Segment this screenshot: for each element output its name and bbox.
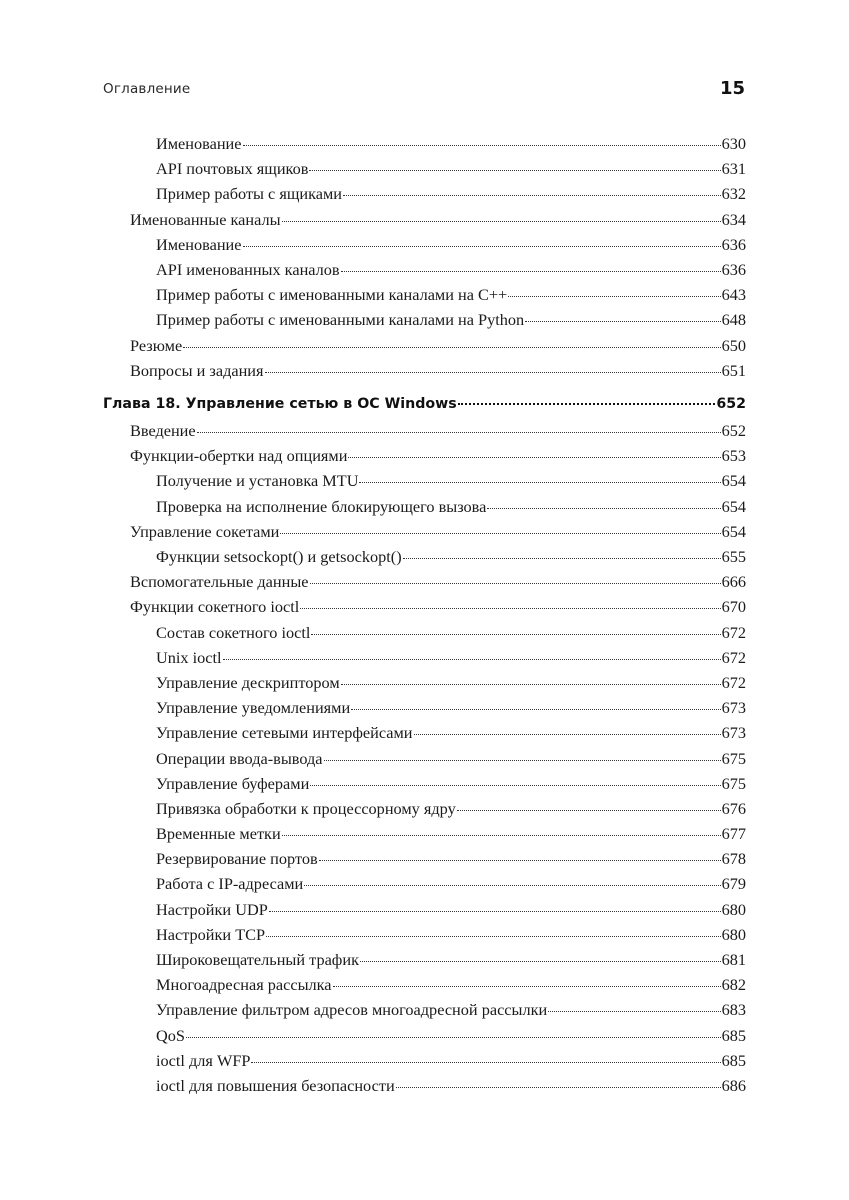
toc-entry xyxy=(103,134,746,159)
toc-entry xyxy=(103,547,746,572)
toc-entry-page: 673 xyxy=(721,723,746,743)
toc-entry-title: Резюме xyxy=(130,335,183,355)
toc-entry-title: Управление фильтром адресов многоадресной рассылки xyxy=(156,1000,548,1020)
toc-entry-page: 654 xyxy=(721,521,746,541)
dot-leader xyxy=(341,684,721,685)
toc-entry-title: Управление уведомлениями xyxy=(156,698,351,718)
dot-leader xyxy=(243,145,721,146)
toc-entry xyxy=(103,285,746,310)
toc-entry-page: 670 xyxy=(721,597,746,617)
toc-entry-page: 672 xyxy=(721,647,746,667)
toc-entry-title: QoS xyxy=(156,1025,185,1045)
toc-entry xyxy=(103,361,746,386)
toc-entry-title: Именование xyxy=(156,134,242,153)
toc-entry xyxy=(103,471,746,496)
toc-entry xyxy=(103,698,746,723)
toc-entry-title: Управление дескриптором xyxy=(156,672,340,692)
toc-entry-page: 631 xyxy=(721,159,746,179)
dot-leader xyxy=(319,860,721,861)
dot-leader xyxy=(360,961,721,962)
dot-leader xyxy=(508,296,720,297)
dot-leader xyxy=(457,810,721,811)
toc-entry-title: Функции-обертки над опциями xyxy=(130,446,348,466)
toc-entry-title: Резервирование портов xyxy=(156,849,318,869)
dot-leader xyxy=(525,321,720,322)
toc-entry-page: 653 xyxy=(721,446,746,466)
toc-entry-page: 680 xyxy=(721,899,746,919)
toc-entry-page: 672 xyxy=(721,622,746,642)
toc-entry-page: 685 xyxy=(721,1025,746,1045)
toc-chapter-entry xyxy=(103,396,746,421)
toc-entry-page: 677 xyxy=(721,824,746,844)
dot-leader xyxy=(309,170,720,171)
toc-entry xyxy=(103,522,746,547)
toc-entry xyxy=(103,623,746,648)
toc-entry-title: ioctl для WFP xyxy=(156,1050,251,1070)
dot-leader xyxy=(403,558,721,559)
toc-entry-title: Управление сокетами xyxy=(130,521,280,541)
toc-entry-title: Проверка на исполнение блокирующего вызова xyxy=(156,496,487,516)
toc-entry xyxy=(103,235,746,260)
dot-leader xyxy=(351,709,720,710)
dot-leader xyxy=(333,986,721,987)
dot-leader xyxy=(359,482,720,483)
dot-leader xyxy=(186,1037,721,1038)
dot-leader xyxy=(311,634,720,635)
toc-entry-page: 686 xyxy=(721,1075,746,1095)
dot-leader xyxy=(487,508,720,509)
toc-entry xyxy=(103,260,746,285)
toc-entry xyxy=(103,749,746,774)
toc-entry-title: Именование xyxy=(156,234,242,254)
toc-entry xyxy=(103,648,746,673)
toc-entry xyxy=(103,874,746,899)
dot-leader xyxy=(282,835,721,836)
toc-entry xyxy=(103,446,746,471)
dot-leader xyxy=(197,432,721,433)
toc-entry-page: 680 xyxy=(721,924,746,944)
toc-entry xyxy=(103,723,746,748)
toc-entry xyxy=(103,975,746,1000)
dot-leader xyxy=(548,1011,720,1012)
toc-entry xyxy=(103,900,746,925)
toc-entry-title: API именованных каналов xyxy=(156,259,340,279)
toc-entry-title: Вспомогательные данные xyxy=(130,572,309,592)
dot-leader xyxy=(282,221,721,222)
dot-leader xyxy=(310,583,721,584)
running-title: Оглавление xyxy=(103,81,191,97)
dot-leader xyxy=(341,271,721,272)
toc-entry-title: Работа с IP-адресами xyxy=(156,874,304,894)
toc-entry xyxy=(103,799,746,824)
toc-entry-title: Управление сетевыми интерфейсами xyxy=(156,723,413,743)
toc-entry xyxy=(103,673,746,698)
dot-leader xyxy=(251,1062,720,1063)
toc-entry-page: 685 xyxy=(721,1050,746,1070)
toc-entry-page: 683 xyxy=(721,1000,746,1020)
toc-entry-title: Пример работы с именованными каналами на C++ xyxy=(156,285,508,305)
toc-entry-title: Unix ioctl xyxy=(156,647,222,667)
table-of-contents xyxy=(103,134,746,1101)
toc-entry xyxy=(103,1051,746,1076)
toc-entry-page: 634 xyxy=(721,209,746,229)
toc-entry xyxy=(103,336,746,361)
dot-leader xyxy=(269,911,721,912)
toc-entry-page: 675 xyxy=(721,748,746,768)
dot-leader xyxy=(300,608,720,609)
toc-entry xyxy=(103,310,746,335)
toc-entry-page: 636 xyxy=(721,234,746,254)
toc-entry xyxy=(103,210,746,235)
toc-entry-page: 666 xyxy=(721,572,746,592)
toc-entry xyxy=(103,597,746,622)
toc-entry-title: Введение xyxy=(130,421,196,441)
dot-leader xyxy=(414,734,721,735)
toc-entry-page: 630 xyxy=(721,134,746,153)
dot-leader xyxy=(243,246,721,247)
toc-entry-page: 655 xyxy=(721,547,746,566)
dot-leader xyxy=(266,936,721,937)
toc-entry-page: 650 xyxy=(721,335,746,355)
toc-entry xyxy=(103,572,746,597)
page-number: 15 xyxy=(719,78,745,99)
toc-entry-page: 679 xyxy=(721,874,746,894)
toc-entry xyxy=(103,184,746,209)
toc-entry-page: 632 xyxy=(721,184,746,204)
toc-entry-title: API почтовых ящиков xyxy=(156,159,309,179)
dot-leader xyxy=(458,403,716,405)
toc-entry-title: Получение и установка MTU xyxy=(156,471,359,491)
toc-entry xyxy=(103,824,746,849)
dot-leader xyxy=(183,347,720,348)
toc-entry xyxy=(103,1000,746,1025)
dot-leader xyxy=(304,885,720,886)
toc-entry-title: Пример работы с ящиками xyxy=(156,184,342,204)
toc-entry xyxy=(103,159,746,184)
toc-entry-page: 651 xyxy=(721,360,746,380)
toc-entry-page: 675 xyxy=(721,773,746,793)
toc-entry-title: Именованные каналы xyxy=(130,209,281,229)
dot-leader xyxy=(343,195,721,196)
toc-entry-title: Глава 18. Управление сетью в ОС Windows xyxy=(103,395,457,412)
toc-entry-page: 643 xyxy=(721,285,746,305)
toc-entry xyxy=(103,950,746,975)
toc-entry-title: Пример работы с именованными каналами на Python xyxy=(156,310,525,330)
toc-entry-title: Функции сокетного ioctl xyxy=(130,597,300,617)
dot-leader xyxy=(223,659,721,660)
toc-entry-page: 682 xyxy=(721,975,746,995)
toc-entry-page: 654 xyxy=(721,471,746,491)
toc-entry-page: 648 xyxy=(721,310,746,330)
toc-entry xyxy=(103,1026,746,1051)
toc-entry-page: 652 xyxy=(716,395,746,412)
toc-entry-title: Настройки TCP xyxy=(156,924,266,944)
toc-entry-title: Управление буферами xyxy=(156,773,310,793)
toc-entry-title: Функции setsockopt() и getsockopt() xyxy=(156,547,402,566)
toc-entry xyxy=(103,1076,746,1101)
toc-entry-title: Операции ввода-вывода xyxy=(156,748,323,768)
dot-leader xyxy=(396,1087,721,1088)
toc-entry xyxy=(103,497,746,522)
toc-entry xyxy=(103,849,746,874)
toc-entry-page: 672 xyxy=(721,672,746,692)
toc-entry-title: Вопросы и задания xyxy=(130,360,264,380)
toc-entry xyxy=(103,421,746,446)
dot-leader xyxy=(310,785,720,786)
toc-entry-page: 676 xyxy=(721,798,746,818)
toc-entry xyxy=(103,774,746,799)
toc-entry-page: 673 xyxy=(721,698,746,718)
dot-leader xyxy=(265,372,721,373)
toc-entry xyxy=(103,925,746,950)
page-header xyxy=(103,78,745,104)
toc-entry-title: Привязка обработки к процессорному ядру xyxy=(156,798,456,818)
toc-entry-page: 636 xyxy=(721,259,746,279)
toc-entry-title: Временные метки xyxy=(156,824,281,844)
toc-entry-title: Состав сокетного ioctl xyxy=(156,622,311,642)
toc-entry-page: 678 xyxy=(721,849,746,869)
toc-entry-title: ioctl для повышения безопасности xyxy=(156,1075,395,1095)
toc-entry-page: 652 xyxy=(721,421,746,441)
toc-entry-title: Настройки UDP xyxy=(156,899,268,919)
dot-leader xyxy=(324,760,721,761)
dot-leader xyxy=(348,457,720,458)
toc-entry-title: Широковещательный трафик xyxy=(156,950,359,969)
dot-leader xyxy=(280,533,720,534)
toc-entry-title: Многоадресная рассылка xyxy=(156,975,332,995)
toc-entry-page: 654 xyxy=(721,496,746,516)
toc-entry-page: 681 xyxy=(721,950,746,969)
